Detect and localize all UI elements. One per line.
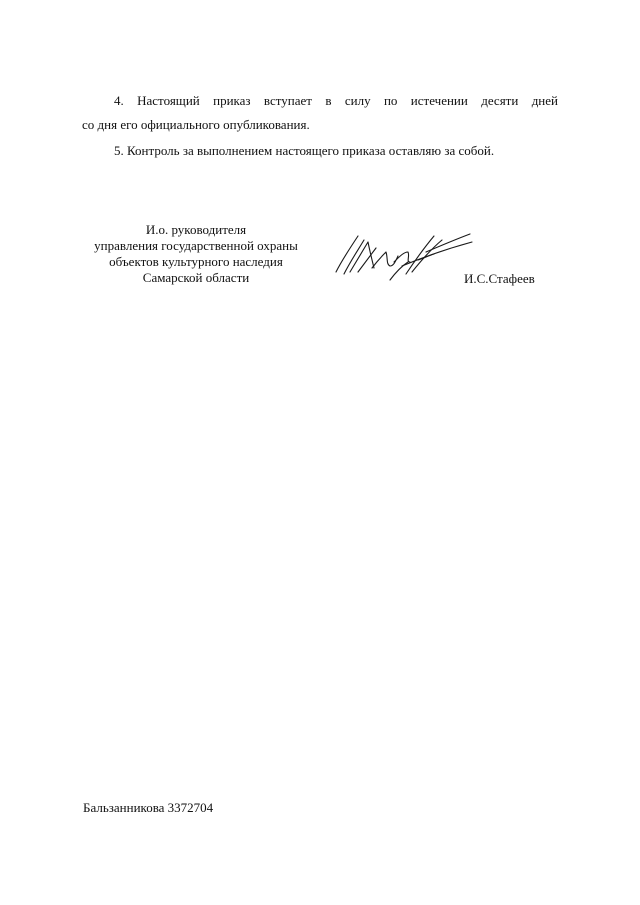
executor-contact: Бальзанникова 3372704 [83, 800, 214, 815]
signatory-title [66, 222, 326, 286]
paragraph-4-line-1: 4. Настоящий приказ вступает в силу по истечении десяти дней [114, 93, 558, 108]
signatory-name: И.С.Стафеев [464, 271, 535, 286]
paragraph-4-line-2: со дня его официального опубликования. [82, 117, 310, 132]
handwritten-signature [330, 222, 480, 287]
signatory-title-line: И.о. руководителя [145, 222, 247, 237]
signatory-title-line: управления государственной охраны [94, 238, 298, 253]
signatory-title-line: Самарской области [142, 270, 250, 285]
paragraph-5: 5. Контроль за выполнением настоящего приказа оставляю за собой. [114, 143, 495, 158]
signatory-title-line: объектов культурного наследия [109, 254, 283, 269]
